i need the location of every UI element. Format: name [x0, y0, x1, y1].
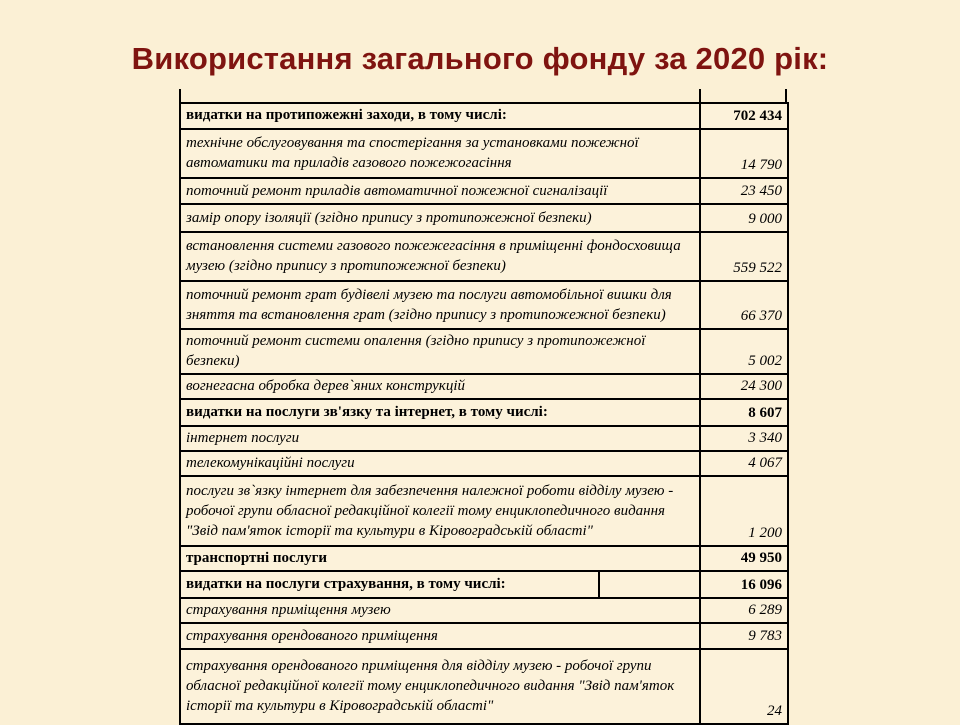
- row-value: 16 096: [700, 571, 788, 598]
- row-value: 702 434: [700, 103, 788, 129]
- row-label: страхування орендованого приміщення для відділу музею - робочої групи обласної редакційної колегії тому енциклопедичного видання "Звід пам'яток історії та культури в Кіровоградській області": [180, 649, 700, 724]
- row-label: страхування приміщення музею: [180, 598, 700, 623]
- table-row: [180, 178, 788, 204]
- table-row: [180, 451, 788, 476]
- table-row: [180, 281, 788, 329]
- row-value: 3 340: [700, 426, 788, 451]
- table-row: [180, 374, 788, 399]
- table-row: [180, 129, 788, 178]
- row-label: інтернет послуги: [180, 426, 700, 451]
- row-value: 24: [700, 649, 788, 724]
- row-label: видатки на протипожежні заходи, в тому числі:: [180, 103, 700, 129]
- border-tick-top-left: [179, 89, 181, 102]
- row-value: 23 450: [700, 178, 788, 204]
- row-label: транспортні послуги: [180, 546, 700, 571]
- row-empty-cell: [599, 571, 700, 598]
- table-row: [180, 571, 788, 598]
- row-value: 4 067: [700, 451, 788, 476]
- table-row: [180, 204, 788, 232]
- table-row: [180, 329, 788, 374]
- table-row: [180, 623, 788, 649]
- row-label: видатки на послуги страхування, в тому числі:: [180, 571, 599, 598]
- row-value: 559 522: [700, 232, 788, 281]
- row-value: 66 370: [700, 281, 788, 329]
- budget-table-body: [180, 103, 788, 724]
- row-label: поточний ремонт приладів автоматичної пожежної сигналізації: [180, 178, 700, 204]
- row-label: страхування орендованого приміщення: [180, 623, 700, 649]
- row-label: замір опору ізоляції (згідно припису з протипожежної безпеки): [180, 204, 700, 232]
- table-row: [180, 399, 788, 426]
- row-label: видатки на послуги зв'язку та інтернет, в тому числі:: [180, 399, 700, 426]
- table-row: [180, 103, 788, 129]
- row-label: телекомунікаційні послуги: [180, 451, 700, 476]
- row-value: 49 950: [700, 546, 788, 571]
- page-title: Використання загального фонду за 2020 рік:: [131, 41, 829, 76]
- row-value: 5 002: [700, 329, 788, 374]
- row-label: технічне обслуговування та спостерігання за установками пожежної автоматики та приладів газового пожежогасіння: [180, 129, 700, 178]
- row-label: вогнегасна обробка дерев`яних конструкцій: [180, 374, 700, 399]
- row-value: 9 783: [700, 623, 788, 649]
- row-value: 24 300: [700, 374, 788, 399]
- row-value: 14 790: [700, 129, 788, 178]
- table-row: [180, 476, 788, 546]
- table-row: [180, 546, 788, 571]
- row-label: поточний ремонт грат будівелі музею та послуги автомобільної вишки для зняття та встановлення грат (згідно припису з протипожежної безпеки): [180, 281, 700, 329]
- table-row: [180, 649, 788, 724]
- table-row: [180, 232, 788, 281]
- budget-table: [179, 102, 789, 725]
- row-value: 9 000: [700, 204, 788, 232]
- row-label: поточний ремонт системи опалення (згідно припису з протипожежної безпеки): [180, 329, 700, 374]
- row-label: встановлення системи газового пожежегасіння в приміщенні фондосховища музею (згідно припису з протипожежної безпеки): [180, 232, 700, 281]
- border-tick-top-divider: [699, 89, 701, 102]
- table-row: [180, 426, 788, 451]
- row-value: 6 289: [700, 598, 788, 623]
- table-row: [180, 598, 788, 623]
- border-tick-top-right: [785, 89, 787, 102]
- row-label: послуги зв`язку інтернет для забезпечення належної роботи відділу музею - робочої групи обласної редакційної колегії тому енциклопедичного видання "Звід пам'яток історії та культури в Кіровоградській області": [180, 476, 700, 546]
- row-value: 8 607: [700, 399, 788, 426]
- row-value: 1 200: [700, 476, 788, 546]
